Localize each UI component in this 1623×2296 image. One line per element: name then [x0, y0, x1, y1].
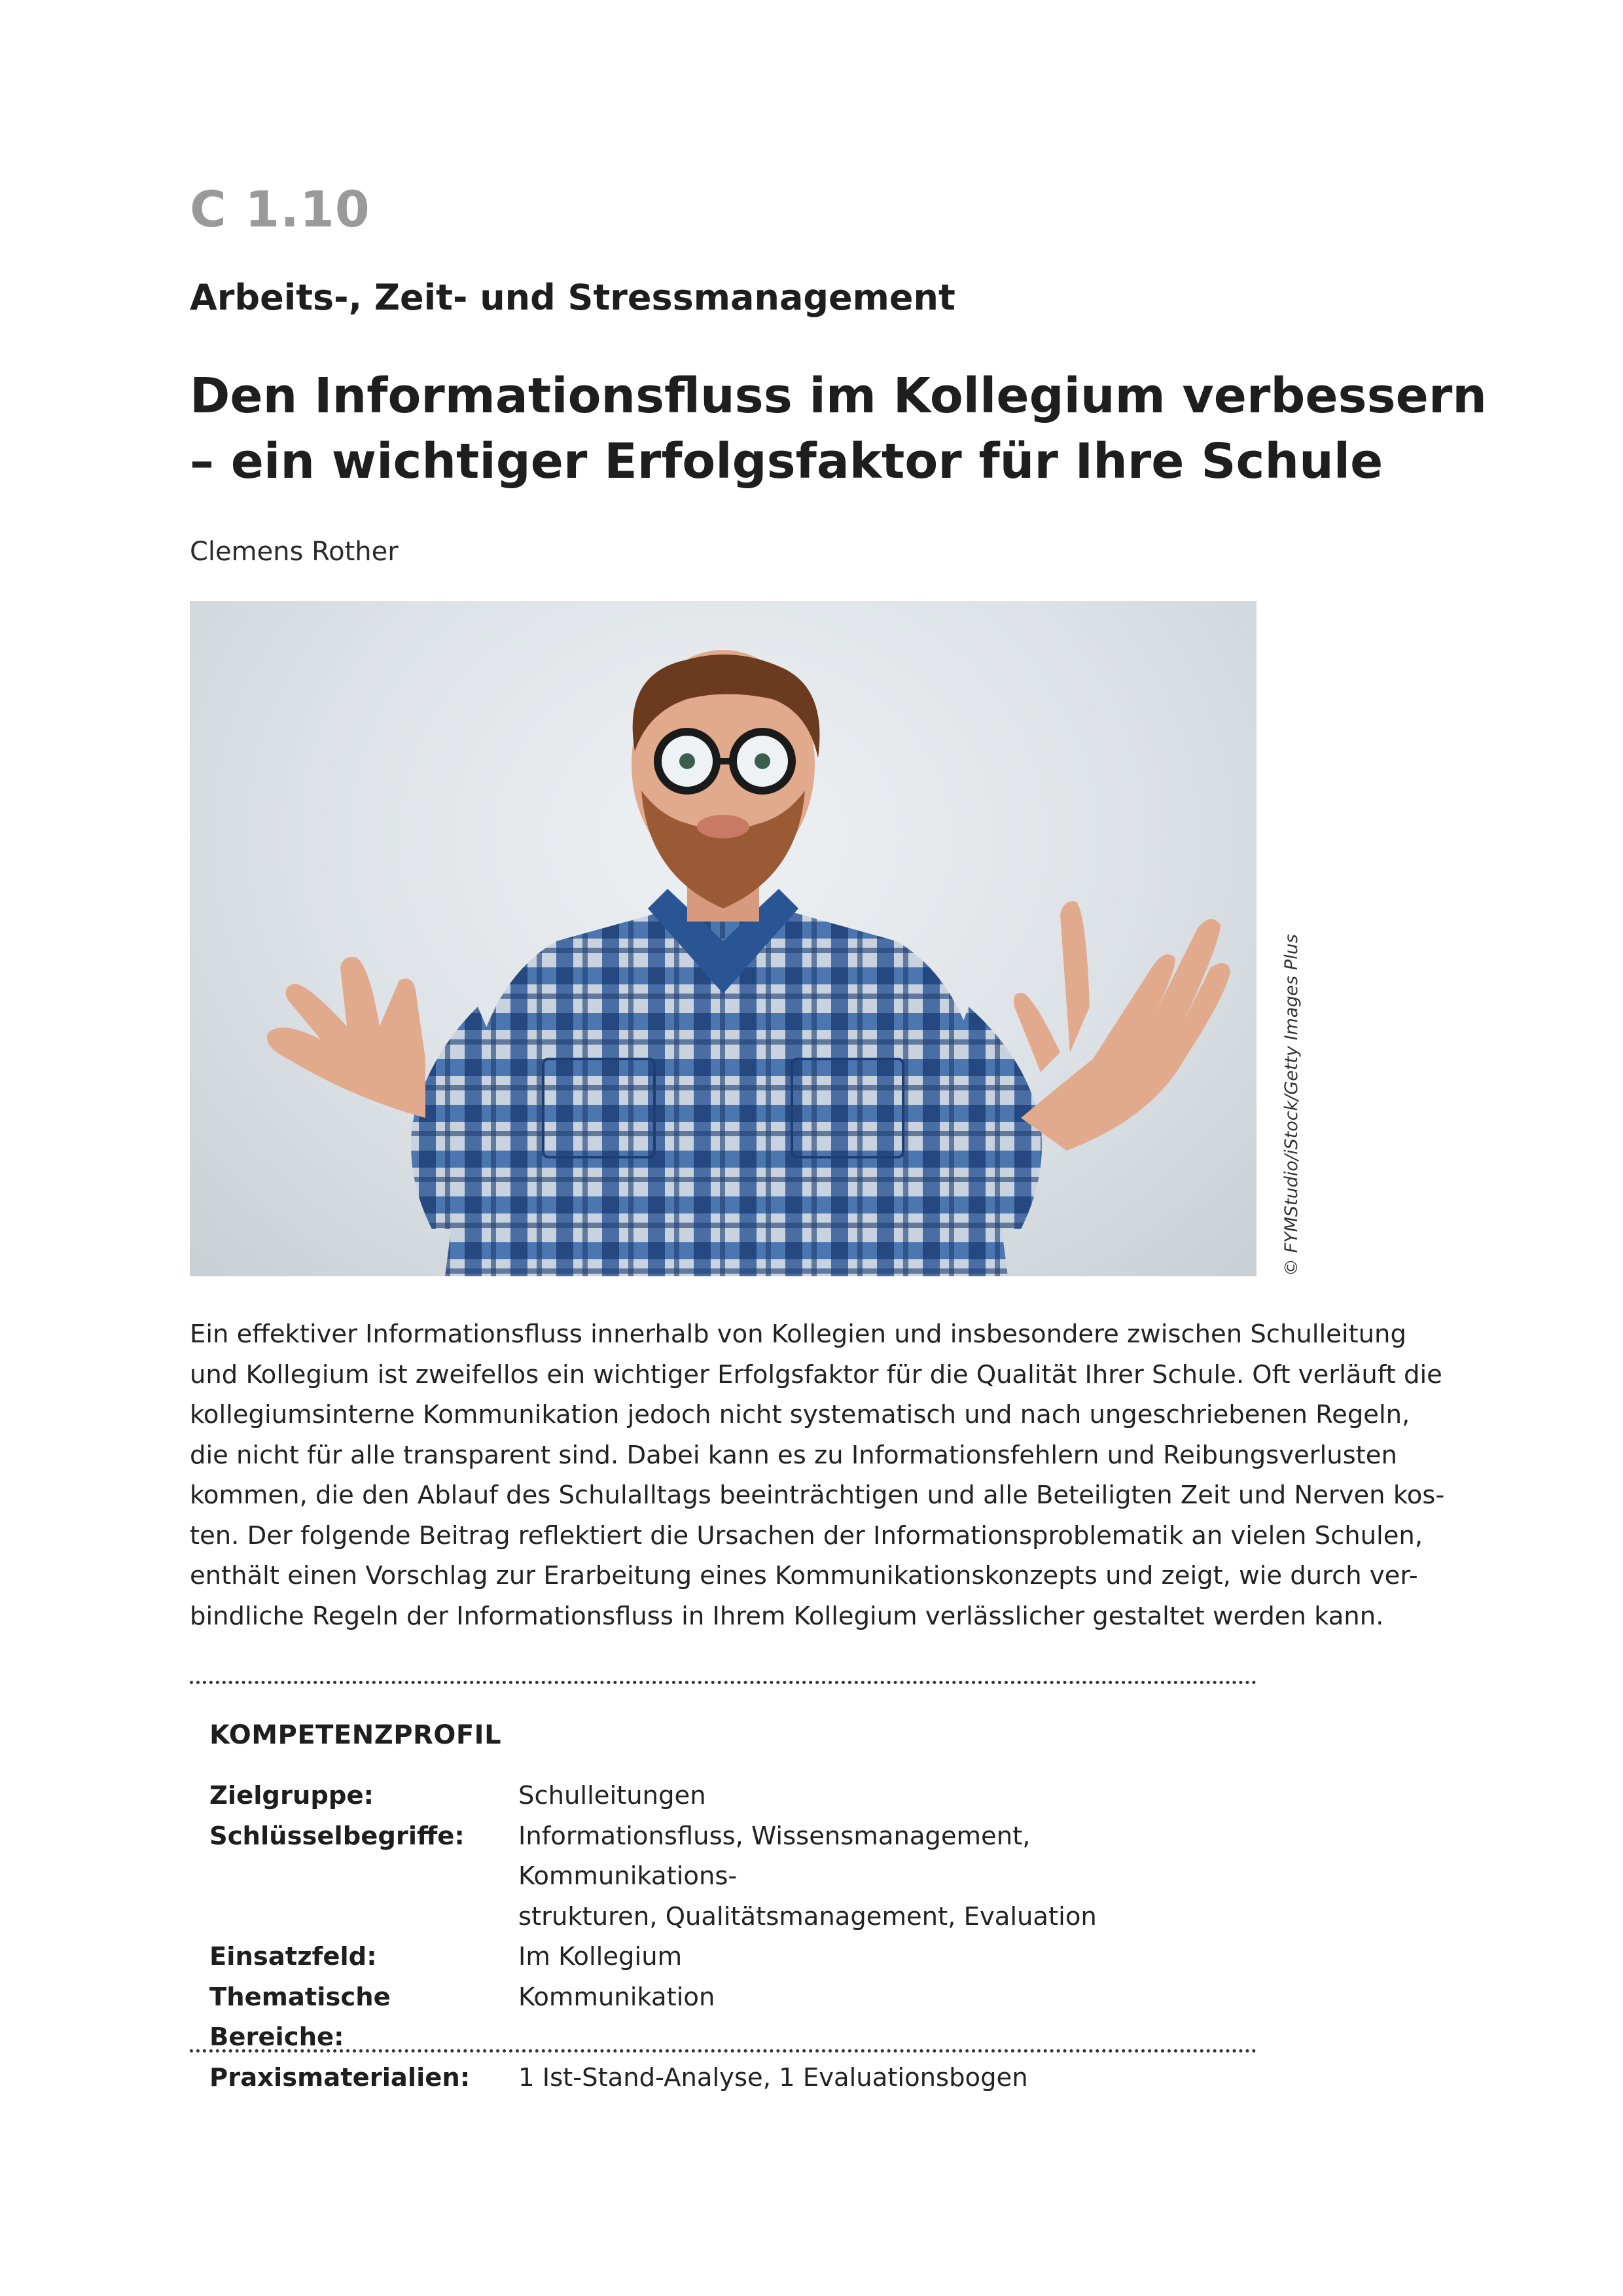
- row-label: Einsatzfeld:: [209, 1942, 377, 1971]
- title-line: – ein wichtiger Erfolgsfaktor für Ihre Schule: [190, 433, 1383, 490]
- row-value: [518, 1816, 1230, 1937]
- man-shrugging-illustration: [190, 601, 1257, 1276]
- row-value: [518, 1977, 1230, 2058]
- intro-line: kommen, die den Ablauf des Schulalltags beeinträchtigen und alle Beteiligten Zeit und Nerven kos-: [190, 1480, 1445, 1510]
- row-label: Praxismaterialien:: [209, 2062, 471, 2092]
- intro-line: kollegiumsinterne Kommunikation jedoch nicht systematisch und nach ungeschriebenen Regeln,: [190, 1400, 1410, 1429]
- article-photo: [190, 601, 1257, 1276]
- row-value-line: Informationsfluss, Wissensmanagement, Kommunikations-: [518, 1821, 1031, 1891]
- intro-line: ten. Der folgende Beitrag reflektiert die Ursachen der Informationsproblematik an vielen Schulen,: [190, 1520, 1423, 1551]
- intro-line: die nicht für alle transparent sind. Dabei kann es zu Informationsfehlern und Reibungsverlusten: [190, 1440, 1397, 1470]
- row-value-line: Schulleitungen: [518, 1781, 706, 1810]
- row-value-line: Kommunikation: [518, 1982, 715, 2012]
- author-name: Clemens Rother: [190, 537, 399, 567]
- photo-credit: © FYMStudio/iStock/Getty Images Plus: [1281, 934, 1302, 1276]
- dotted-divider-bottom: [190, 2049, 1257, 2053]
- intro-line: Ein effektiver Informationsfluss innerhalb von Kollegien und insbesondere zwischen Schulleitung: [190, 1319, 1406, 1349]
- title-line: Den Informationsfluss im Kollegium verbessern: [190, 368, 1487, 424]
- dotted-divider-top: [190, 1681, 1257, 1684]
- chapter-code: C 1.10: [190, 180, 370, 238]
- row-label: Thematische Bereiche:: [209, 1982, 391, 2052]
- kompetenzprofil-row: [209, 2058, 1230, 2098]
- row-label: Schlüsselbegriffe:: [209, 1821, 465, 1851]
- row-value: [518, 1776, 1230, 1816]
- intro-line: enthält einen Vorschlag zur Erarbeitung eines Kommunikationskonzepts und zeigt, wie durch ver-: [190, 1561, 1418, 1590]
- row-value: [518, 1937, 1230, 1977]
- kompetenzprofil-row: [209, 1937, 1230, 1977]
- row-value-line: Im Kollegium: [518, 1942, 683, 1971]
- row-value: [518, 2058, 1230, 2098]
- intro-line: und Kollegium ist zweifellos ein wichtiger Erfolgsfaktor für die Qualität Ihrer Schule. Oft verläuft die: [190, 1359, 1442, 1390]
- row-label: Zielgruppe:: [209, 1781, 374, 1810]
- intro-paragraph: [190, 1314, 1445, 1636]
- row-value-line: 1 Ist-Stand-Analyse, 1 Evaluationsbogen: [518, 2062, 1028, 2092]
- intro-line: bindliche Regeln der Informationsfluss in Ihrem Kollegium verlässlicher gestaltet werden kann.: [190, 1601, 1384, 1631]
- kompetenzprofil-row: [209, 1816, 1230, 1937]
- section-heading: Arbeits-, Zeit- und Stressmanagement: [190, 277, 955, 318]
- kompetenzprofil-row: [209, 1776, 1230, 1816]
- page-title: [190, 363, 1487, 494]
- row-value-line: strukturen, Qualitätsmanagement, Evaluation: [518, 1901, 1097, 1931]
- kompetenzprofil-row: [209, 1977, 1230, 2058]
- kompetenzprofil-heading: KOMPETENZPROFIL: [209, 1720, 502, 1750]
